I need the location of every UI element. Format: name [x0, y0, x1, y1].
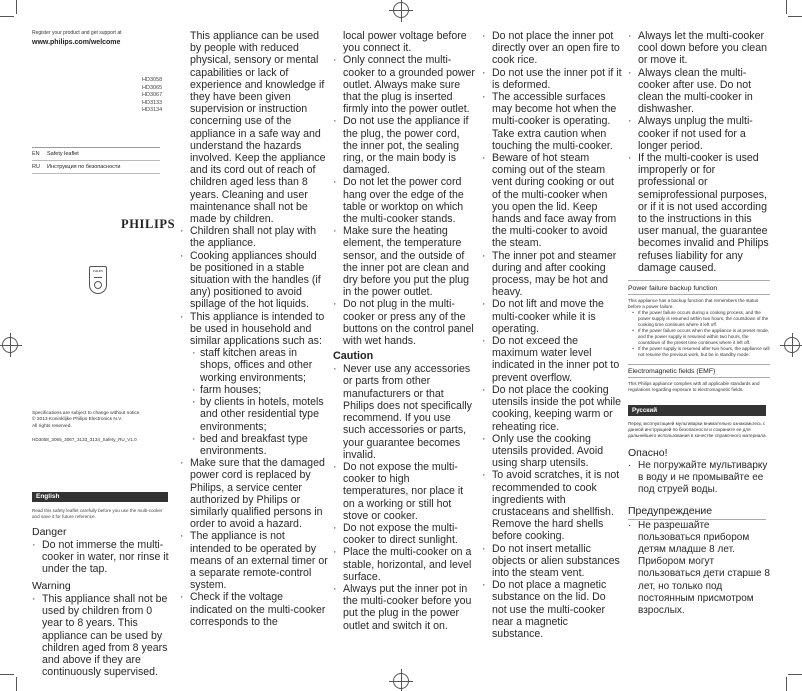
language-title: Safety leaflet	[47, 151, 79, 157]
crop-mark	[788, 16, 802, 17]
registration-mark	[784, 337, 800, 353]
russian-danger-heading: Опасно!	[628, 447, 668, 460]
english-section-bar: English	[32, 492, 168, 502]
list-item: · Always let the multi-cooker cool down before you clean or move it.	[628, 30, 767, 67]
spec-line: Specifications are subject to change without notice	[32, 411, 140, 416]
list-item: · Do not expose the multi-cooker to high temperatures, nor place it on a working or still hot stove or cooker.	[333, 460, 464, 522]
list-item: · Do not use the appliance if the plug, the power cord, the inner pot, the sealing ring, or the main body is damaged.	[333, 115, 469, 177]
crop-mark	[786, 0, 787, 14]
model-list	[142, 77, 162, 115]
paragraph: This appliance can be used by people with reduced physical, sensory or mental capabilities or lack of experience and knowledge if they have been given supervision or instruction concerning use of the appliance in a safe way and understand the hazards involved. Keep the appliance and its cord out of reach of children aged less than 8 years. Cleaning and user maintenance shall not be made by children.	[190, 30, 326, 226]
column-4	[482, 30, 622, 640]
list-item: • If the power failure occurs during a cooking process, and the power supply is resumed within two hours, the countdown of the cooking time continues where it left off.	[632, 310, 769, 328]
model-number: HD3065	[142, 84, 163, 91]
list-item: · Place the multi-cooker on a stable, horizontal, and level surface.	[333, 546, 472, 583]
list-item: · The inner pot and steamer during and after cooking process, may be hot and heavy.	[482, 249, 617, 299]
model-number: HD3058	[142, 77, 163, 83]
list-item: · Always clean the multi-cooker after use. Do not clean the multi-cooker in dishwasher.	[628, 66, 753, 116]
model-number: HD3067	[142, 92, 163, 99]
list-item: · Do not lift and move the multi-cooker while it is operating.	[482, 298, 604, 335]
list-item: · Do not use the inner pot if it is deformed.	[482, 66, 622, 91]
crop-mark	[786, 677, 787, 691]
danger-heading: Danger	[32, 526, 67, 538]
list-item: · Always put the inner pot in the multi-cooker before you put the plug in the power outlet and switch it on.	[333, 582, 472, 632]
document-id: HD3058_3065_3067_3133_3134_Safety_RU_V1.0	[32, 437, 137, 442]
list-item: · Always unplug the multi-cooker if not used for a longer period.	[628, 115, 753, 152]
list-item: · Do not let the power cord hang over the edge of the table or worktop on which the multi-cooker stands.	[333, 176, 464, 226]
list-item: · Make sure the heating element, the temperature sensor, and the outside of the inner pot are clean and dry before you put the plug in the power outlet.	[333, 225, 470, 299]
crop-mark	[788, 674, 802, 675]
russian-warning-heading: Предупреждение	[628, 504, 713, 517]
column-2	[180, 30, 328, 628]
registration-mark	[2, 337, 18, 353]
paragraph: local power voltage before you connect it.	[343, 30, 467, 55]
model-number: HD3134	[142, 107, 163, 114]
list-item: · Only use the cooking utensils provided. Avoid using sharp utensils.	[482, 432, 604, 470]
language-row	[32, 161, 160, 174]
column-3	[333, 30, 475, 632]
language-row	[32, 148, 160, 161]
power-failure-heading: Power failure backup function	[628, 280, 770, 295]
crop-mark	[16, 677, 17, 691]
list-item: · Never use any accessories or parts from other manufacturers or that Philips does not specifically recommend. If you use such accessories or parts, your guarantee becomes invalid.	[333, 363, 472, 461]
shield-wave	[94, 281, 102, 289]
spec-line: © 2013 Koninklijke Philips Electronics N.V.	[32, 417, 123, 423]
philips-logo: PHILIPS	[121, 217, 176, 231]
power-failure-intro: This appliance has a backup function that remembers the status before a power failure.	[628, 298, 759, 310]
list-item: • If the power failure occurs when the appliance is at preset mode, and the power supply is resumed within two hours, the countdown of the preset time continues where it left off.	[632, 328, 770, 346]
language-title: Инструкция по безопасности	[47, 164, 121, 170]
shield-stripe	[94, 277, 102, 278]
list-item: · To avoid scratches, it is not recommended to cook ingredients with crustaceans and shellfish. Remove the hard shells before cooking.	[482, 469, 620, 543]
column-5	[628, 30, 770, 617]
list-item: · Do not exceed the maximum water level indicated in the inner pot to prevent overflow.	[482, 335, 620, 384]
list-item: · Не разрешайте пользоваться прибором детям младше 8 лет. Прибором могут пользоваться дети старше 8 лет, но только под постоянным присмотром взрослых.	[628, 519, 770, 617]
list-item: · Only connect the multi-cooker to a grounded power outlet. Always make sure that the plug is inserted firmly into the power outlet.	[333, 54, 475, 116]
list-item: · Do not plug in the multi-cooker or press any of the buttons on the control panel with wet hands.	[333, 298, 474, 348]
registration-mark	[393, 673, 409, 689]
language-index	[32, 147, 160, 174]
danger-section	[32, 526, 172, 576]
list-item: · Do not place the inner pot directly over an open fire to cook rice.	[482, 30, 620, 67]
caution-heading: Caution	[333, 350, 374, 363]
list-item: • If the power supply is resumed after two hours, the appliance will not resume the previous work, but be in standby mode.	[632, 346, 770, 358]
list-item: · Children shall not play with the appliance.	[180, 225, 317, 250]
russian-section-bar: Русский	[628, 405, 766, 416]
sub-item: · by clients in hotels, motels and other residential type environments;	[192, 396, 324, 433]
list-item: · Cooking appliances should be positioned in a stable situation with the handles (if any) positioned to avoid spillage of the hot liquids.	[180, 249, 321, 311]
language-code: EN	[32, 151, 40, 157]
sub-item: · staff kitchen areas in shops, offices and other working environments;	[192, 347, 313, 384]
list-item: · This appliance shall not be used by children from 0 year to 8 years. This appliance can be used by children aged from 8 years and above if they are continuously supervised.	[32, 593, 168, 679]
warning-heading: Warning	[32, 580, 71, 592]
list-item: · Do not place a magnetic substance on the lid. Do not use the multi-cooker near a magnetic substance.	[482, 579, 607, 640]
list-item: · This appliance is intended to be used in household and similar applications such as:	[180, 310, 325, 348]
list-item: · Make sure that the damaged power cord is replaced by Philips, a service center authorized by Philips or similarly qualified persons in order to avoid a hazard.	[180, 457, 325, 531]
sub-item: · farm houses;	[192, 383, 262, 396]
list-item: · Do not immerse the multi-cooker in water, nor rinse it under the tap.	[32, 539, 169, 576]
shield-wordmark: PHILIPS	[93, 270, 103, 273]
spec-line: All rights reserved.	[32, 423, 72, 429]
crop-mark	[0, 16, 14, 17]
read-note: Read this safety leaflet carefully before you use the multi-cooker and save it for future reference.	[32, 508, 163, 519]
list-item: · The appliance is not intended to be operated by means of an external timer or a separate remote-control system.	[180, 530, 328, 592]
list-item: · Check if the voltage indicated on the multi-cooker corresponds to the	[180, 591, 326, 628]
list-item: · The accessible surfaces may become hot when the multi-cooker is operating. Take extra caution when touching the multi-cooker.	[482, 91, 617, 152]
emf-heading: Electromagnetic fields (EMF)	[628, 364, 770, 378]
russian-read-note: Перед эксплуатацией мультиварки внимательно ознакомьтесь с данной инструкцией по безопасности и сохраните ее для дальнейшего использования в качестве справочного материала.	[628, 421, 767, 439]
crop-mark	[16, 0, 17, 14]
list-item: · Do not place the cooking utensils inside the pot while cooking, keeping warm or reheating rice.	[482, 383, 621, 433]
list-item: · If the multi-cooker is used improperly or for professional or semiprofessional purposes, or if it is not used according to the instructions in this user manual, the guarantee becomes invalid and Philips refuses liability for any damage caused.	[628, 152, 769, 274]
emf-text: This Philips appliance complies with all applicable standards and regulations regarding exposure to electromagnetic fields.	[628, 381, 760, 393]
list-item: · Do not expose the multi-cooker to direct sunlight.	[333, 521, 458, 547]
specifications-note	[32, 411, 168, 430]
language-code: RU	[32, 164, 40, 170]
register-text: Register your product and get support at	[32, 30, 122, 36]
warning-section	[32, 580, 172, 678]
crop-mark	[0, 674, 14, 675]
cover-column	[32, 30, 176, 679]
model-number: HD3133	[142, 99, 163, 106]
list-item: · Не погружайте мультиварку в воду и не промывайте ее под струей воды.	[628, 460, 768, 496]
list-item: · Beware of hot steam coming out of the steam vent during cooking or out of the multi-cooker when you open the lid. Keep hands and face away from the multi-cooker to avoid the steam.	[482, 152, 617, 250]
registration-mark	[393, 2, 409, 18]
list-item: · Do not insert metallic objects or alien substances into the steam vent.	[482, 542, 620, 579]
philips-shield-icon	[89, 266, 107, 294]
sub-item: · bed and breakfast type environments.	[192, 432, 308, 457]
support-url[interactable]: www.philips.com/welcome	[32, 39, 121, 46]
